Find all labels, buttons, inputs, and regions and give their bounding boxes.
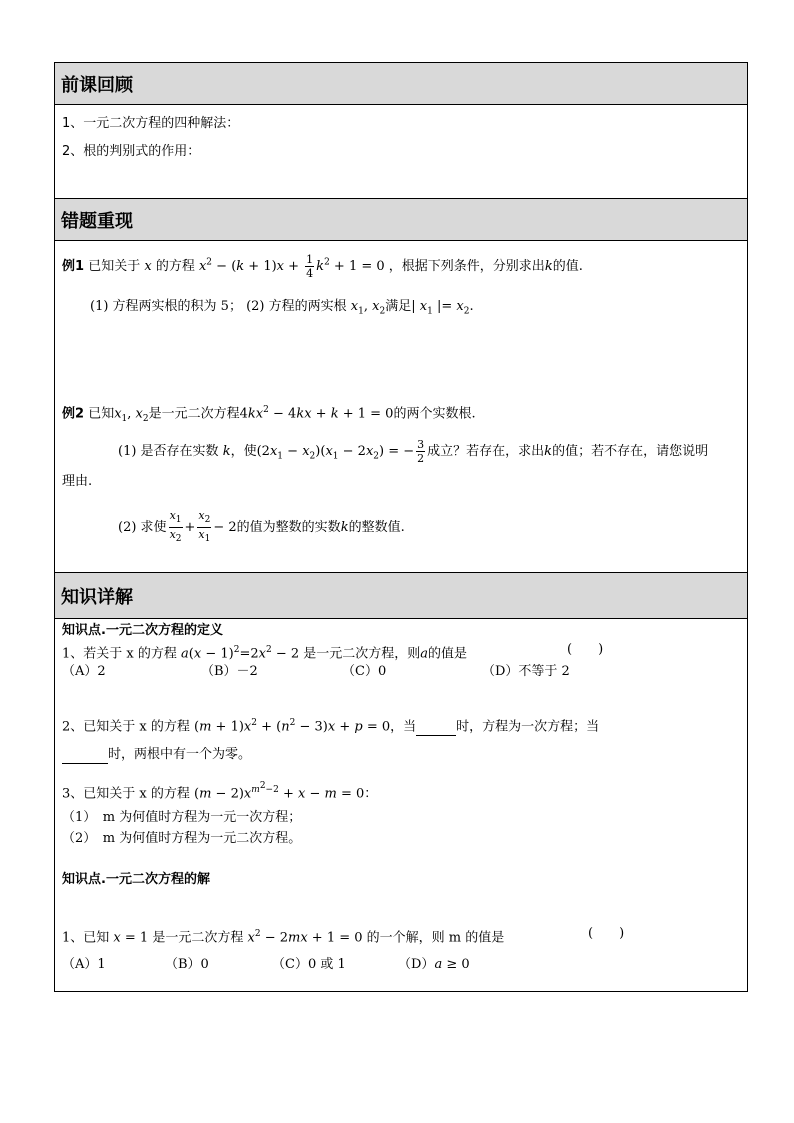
review-item-2: 2、根的判别式的作用：	[62, 144, 201, 159]
example-1-parts: (1) 方程两实根的积为 5； (2) 方程的两实根 $x_1$, $x_2$满足| $x_1$ |= $x_2$.	[90, 299, 474, 317]
section-title: 错题重现	[61, 210, 133, 232]
review-item-1: 1、一元二次方程的四种解法：	[62, 116, 240, 131]
question-2: 2、已知关于 x 的方程 $(m + 1)x^2 + (n^2 - 3)x + p = 0$，当 时，方程为一次方程；当	[62, 718, 600, 735]
answer-blank[interactable]	[62, 745, 108, 764]
question-4-option-d: （D）a ≥ 0	[398, 957, 470, 972]
example-1: 例1 已知关于 x 的方程 $x^2 - (k + 1)x$ + $\frac{1}{4}$ $k^2 + 1 = 0$ ，根据下列条件，分别求出k的值.	[62, 253, 583, 280]
question-2-cont: 时，两根中有一个为零。	[62, 745, 251, 764]
question-1-option-d: （D）不等于 2	[482, 664, 570, 679]
knowledge-heading-definition: 知识点.一元二次方程的定义	[62, 623, 223, 638]
question-1-option-b: （B）－2	[201, 664, 258, 679]
question-1-option-a: （A）2	[62, 664, 106, 679]
example-2-part-1: (1) 是否存在实数 k，使$(2x_1 - x_2)(x_1 - 2x_2)$ = − $\frac{3}{2}$ 成立？若存在，求出k的值；若不存在，请您说明	[118, 438, 709, 465]
question-1: 1、若关于 x 的方程 $a(x - 1)^2=2x^2 - 2$ 是一元二次方程，则a的值是	[62, 645, 468, 662]
knowledge-heading-solution: 知识点.一元二次方程的解	[62, 872, 210, 887]
example-2-part-1-cont: 理由.	[62, 474, 93, 489]
question-4: 1、已知 x = 1 是一元二次方程 $x^2 - 2mx + 1 = 0$ 的一个解，则 m 的值是	[62, 929, 505, 946]
worksheet-table	[54, 62, 748, 992]
example-2-part-2: (2) 求使 $\frac{x_1}{x_2}$ + $\frac{x_2}{x_1}$ − 2的值为整数的实数k的整数值.	[118, 509, 405, 545]
section-title: 知识详解	[61, 586, 133, 608]
section-title: 前课回顾	[61, 74, 133, 96]
answer-blank[interactable]	[416, 717, 456, 736]
question-1-paren: ( )	[567, 642, 604, 657]
example-2: 例2 已知$x_1$, $x_2$是一元二次方程$4kx^2 - 4kx + k + 1 = 0$的两个实数根.	[62, 405, 476, 424]
question-4-option-a: （A）1	[62, 957, 106, 972]
question-4-option-b: （B）0	[165, 957, 209, 972]
question-3: 3、已知关于 x 的方程 $(m - 2)x^{m^2-2} + x - m = 0$：	[62, 781, 378, 802]
question-3-sub-1: （1） m 为何值时方程为一元一次方程；	[62, 810, 302, 825]
question-1-option-c: （C）0	[342, 664, 387, 679]
section-header-errors	[55, 198, 747, 241]
question-4-option-c: （C）0 或 1	[272, 957, 346, 972]
section-header-review	[55, 63, 747, 105]
section-header-knowledge	[55, 572, 747, 619]
question-3-sub-2: （2） m 为何值时方程为一元二次方程。	[62, 831, 302, 846]
question-4-paren: ( )	[588, 926, 625, 941]
